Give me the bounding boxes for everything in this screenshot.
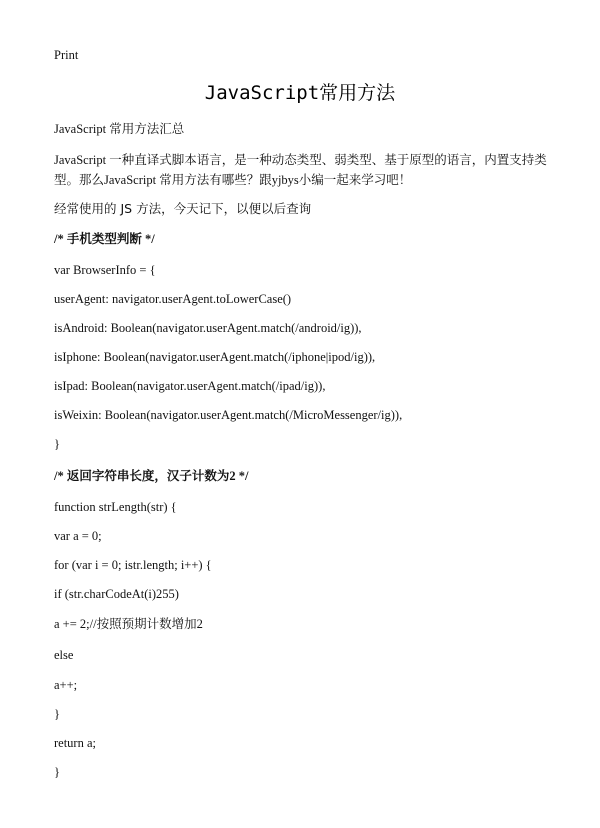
code-line: a++; (54, 678, 78, 692)
code-line: isAndroid: Boolean(navigator.userAgent.match(/android/ig)), (54, 321, 362, 335)
code-line: function strLength(str) { (54, 500, 177, 514)
section2-comment: /* 返回字符串长度，汉子计数为2 */ (54, 469, 249, 483)
intro-paragraph: JavaScript 一种直译式脚本语言，是一种动态类型、弱类型、基于原型的语言，内置支持类型。那么JavaScript 常用方法有哪些？跟yjbys小编一起来学习吧！ (54, 153, 547, 187)
note-paragraph: 经常使用的 JS 方法，今天记下，以便以后查询 (54, 201, 312, 216)
code-line: userAgent: navigator.userAgent.toLowerCase() (54, 292, 292, 306)
code-line: } (54, 765, 60, 779)
section1-comment: /* 手机类型判断 */ (54, 232, 155, 246)
code-line: } (54, 437, 60, 451)
code-line: return a; (54, 736, 96, 750)
code-line: var BrowserInfo = { (54, 263, 156, 277)
code-line: isIpad: Boolean(navigator.userAgent.match(/ipad/ig)), (54, 379, 326, 393)
code-line: if (str.charCodeAt(i)255) (54, 587, 179, 601)
subtitle: JavaScript 常用方法汇总 (54, 122, 185, 136)
code-line: var a = 0; (54, 529, 102, 543)
code-line: isWeixin: Boolean(navigator.userAgent.match(/MicroMessenger/ig)), (54, 408, 403, 422)
code-line: for (var i = 0; istr.length; i++) { (54, 558, 212, 572)
code-line: else (54, 648, 74, 662)
code-line: isIphone: Boolean(navigator.userAgent.match(/iphone|ipod/ig)), (54, 350, 376, 364)
page-title: JavaScript常用方法 (204, 82, 396, 104)
code-line: } (54, 707, 60, 721)
print-label: Print (54, 48, 79, 62)
code-line: a += 2;//按照预期计数增加2 (54, 617, 203, 631)
